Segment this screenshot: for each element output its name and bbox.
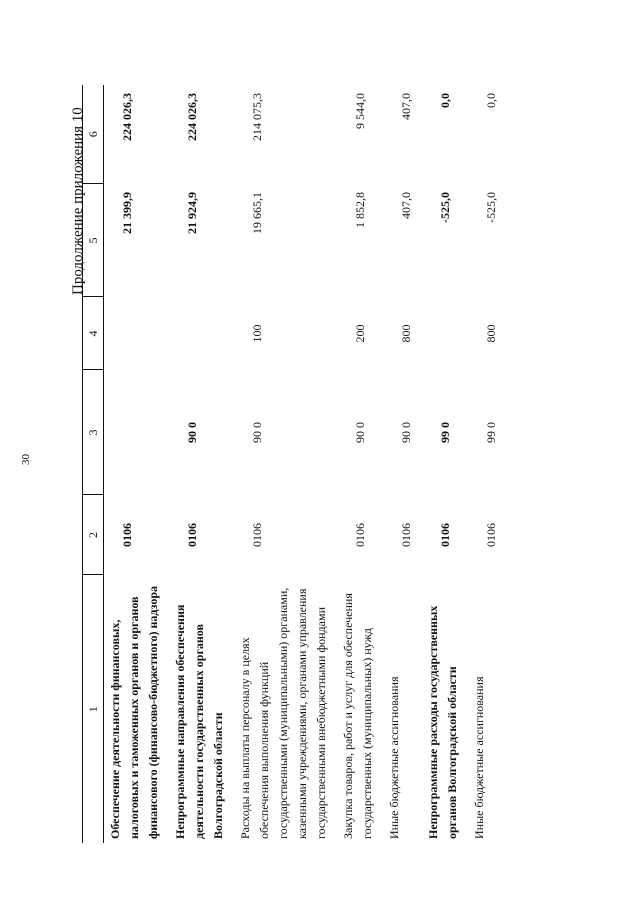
row-expense-type xyxy=(422,297,468,370)
row-amount-col6: 9 544,0 xyxy=(353,93,367,129)
row-amount-col6: 224 026,3 xyxy=(120,93,134,141)
row-section-code: 0106 xyxy=(438,523,452,547)
row-name: Непрограммные расходы государственных органов Волгоградской области xyxy=(426,605,459,839)
row-section-code: 0106 xyxy=(185,523,199,547)
row-section-code: 0106 xyxy=(120,523,134,547)
row-expense-type: 100 xyxy=(250,324,264,343)
header-col-1: 1 xyxy=(83,575,104,843)
row-target-article: 90 0 xyxy=(185,422,199,443)
row-amount-col6: 224 026,3 xyxy=(185,93,199,141)
continuation-note: Продолжение приложения 10 xyxy=(70,107,86,295)
row-amount-col5: 19 665,1 xyxy=(250,192,264,234)
table-header-row xyxy=(83,85,104,843)
table-row xyxy=(234,85,337,843)
row-target-article: 90 0 xyxy=(353,422,367,443)
row-section-code: 0106 xyxy=(484,523,498,547)
row-amount-col6: 0,0 xyxy=(484,93,498,108)
row-expense-type: 800 xyxy=(484,324,498,343)
header-col-5: 5 xyxy=(83,184,104,297)
row-amount-col5: 21 399,9 xyxy=(120,192,134,234)
table-row xyxy=(468,85,507,843)
row-name: Расходы на выплаты персоналу в целях обеспечения выполнения функций государственными (муниципальными) органами, казенными учреждениями, органами управления государственными внебюджетными фондами xyxy=(238,587,328,839)
row-target-article xyxy=(104,370,170,495)
page-number: 30 xyxy=(20,454,32,465)
row-amount-col6: 407,0 xyxy=(399,93,413,120)
row-expense-type xyxy=(104,297,170,370)
row-name: Обеспечение деятельности финансовых, налоговых и таможенных органов и органов финансового (финансово-бюджетного) надзора xyxy=(108,585,160,839)
row-expense-type xyxy=(169,297,234,370)
table-row xyxy=(383,85,422,843)
header-col-2: 2 xyxy=(83,495,104,575)
row-name: Иные бюджетные ассигнования xyxy=(387,676,401,839)
row-amount-col5: 407,0 xyxy=(399,192,413,219)
table-row xyxy=(337,85,383,843)
row-amount-col5: -525,0 xyxy=(438,192,452,223)
row-name: Непрограммные направления обеспечения деятельности государственных органов Волгоградской области xyxy=(173,604,225,839)
row-amount-col5: 1 852,8 xyxy=(353,192,367,228)
row-amount-col6: 0,0 xyxy=(438,93,452,108)
header-col-4: 4 xyxy=(83,297,104,370)
row-expense-type: 200 xyxy=(353,324,367,343)
row-target-article: 90 0 xyxy=(399,422,413,443)
row-section-code: 0106 xyxy=(353,523,367,547)
row-expense-type: 800 xyxy=(399,324,413,343)
row-amount-col5: -525,0 xyxy=(484,192,498,223)
row-target-article: 90 0 xyxy=(250,422,264,443)
row-amount-col5: 21 924,9 xyxy=(185,192,199,234)
budget-table xyxy=(82,85,507,843)
header-col-6: 6 xyxy=(83,85,104,184)
row-target-article: 99 0 xyxy=(438,422,452,443)
row-amount-col6: 214 075,3 xyxy=(250,93,264,141)
row-section-code: 0106 xyxy=(250,523,264,547)
header-col-3: 3 xyxy=(83,370,104,495)
row-name: Закупка товаров, работ и услуг для обеспечения государственных (муниципальных) нужд xyxy=(341,593,374,839)
row-name: Иные бюджетные ассигнования xyxy=(472,676,486,839)
table-row xyxy=(104,85,170,843)
table-row xyxy=(169,85,234,843)
row-section-code: 0106 xyxy=(399,523,413,547)
table-row xyxy=(422,85,468,843)
row-target-article: 99 0 xyxy=(484,422,498,443)
